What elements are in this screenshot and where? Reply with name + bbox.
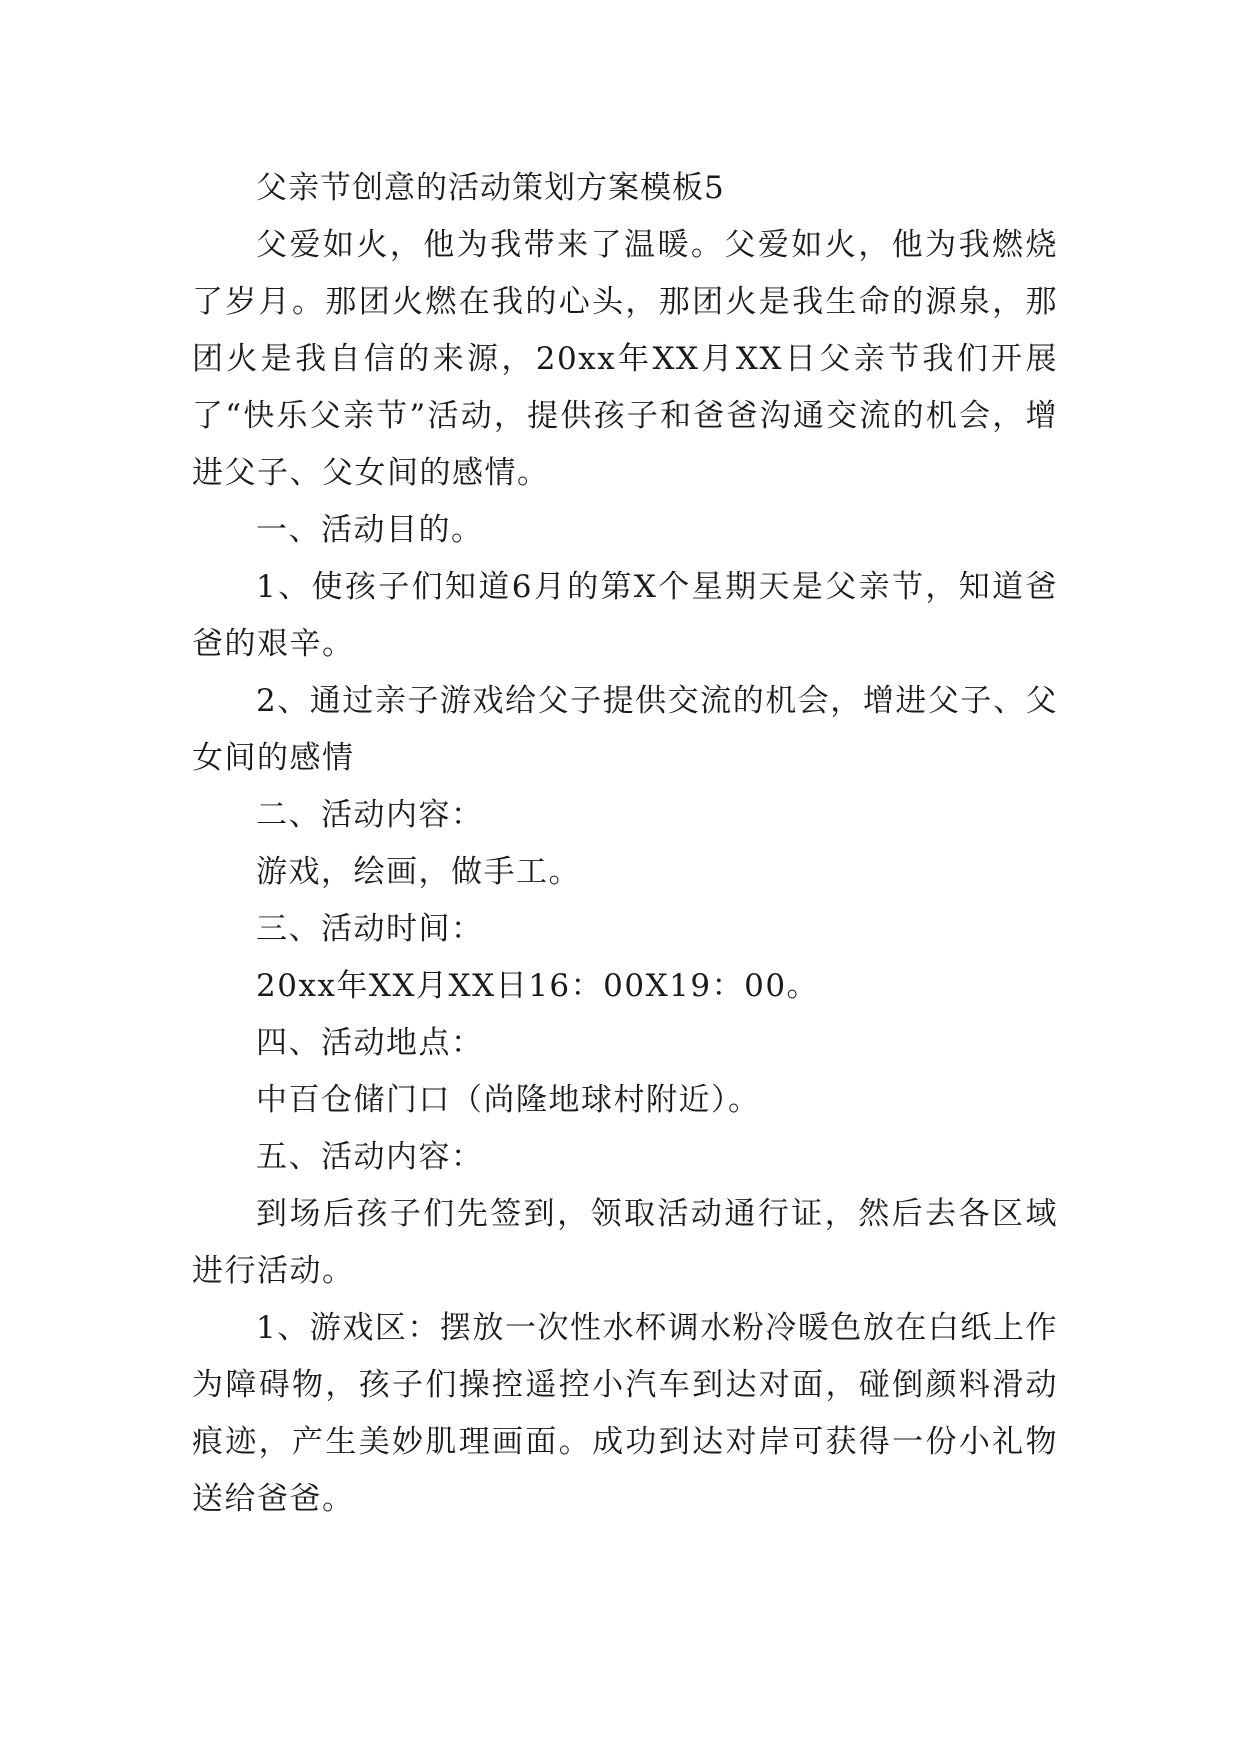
heading-activity-time: 三、活动时间： bbox=[256, 911, 484, 947]
heading-activity-content: 二、活动内容： bbox=[256, 797, 484, 833]
paragraph-goal-2: 2、通过亲子游戏给父子提供交流的机会，增进父子、父女间的感情 bbox=[192, 683, 1058, 776]
paragraph-game-zone: 1、游戏区：摆放一次性水杯调水粉冷暖色放在白纸上作为障碍物，孩子们操控遥控小汽车到达对面，碰倒颜料滑动痕迹，产生美妙肌理画面。成功到达对岸可获得一份小礼物送给爸爸。 bbox=[192, 1310, 1058, 1517]
heading-activity-location: 四、活动地点： bbox=[256, 1025, 484, 1061]
paragraph-time: 20xx年XX月XX日16：00X19：00。 bbox=[256, 968, 820, 1004]
paragraph-content-list: 游戏，绘画，做手工。 bbox=[256, 854, 581, 890]
document-page bbox=[192, 160, 1058, 1528]
paragraph-location: 中百仓储门口（尚隆地球村附近）。 bbox=[256, 1082, 761, 1118]
heading-activity-content-2: 五、活动内容： bbox=[256, 1139, 484, 1175]
paragraph-goal-1: 1、使孩子们知道6月的第X个星期天是父亲节，知道爸爸的艰辛。 bbox=[192, 569, 1058, 662]
paragraph-intro: 父爱如火，他为我带来了温暖。父爱如火，他为我燃烧了岁月。那团火燃在我的心头，那团火是我生命的源泉，那团火是我自信的来源，20xx年XX月XX日父亲节我们开展了“快乐父亲节”活动，提供孩子和爸爸沟通交流的机会，增进父子、父女间的感情。 bbox=[192, 227, 1058, 491]
paragraph-arrival: 到场后孩子们先签到，领取活动通行证，然后去各区域进行活动。 bbox=[192, 1196, 1058, 1289]
document-title: 父亲节创意的活动策划方案模板5 bbox=[256, 170, 725, 206]
heading-activity-goal: 一、活动目的。 bbox=[256, 512, 484, 548]
